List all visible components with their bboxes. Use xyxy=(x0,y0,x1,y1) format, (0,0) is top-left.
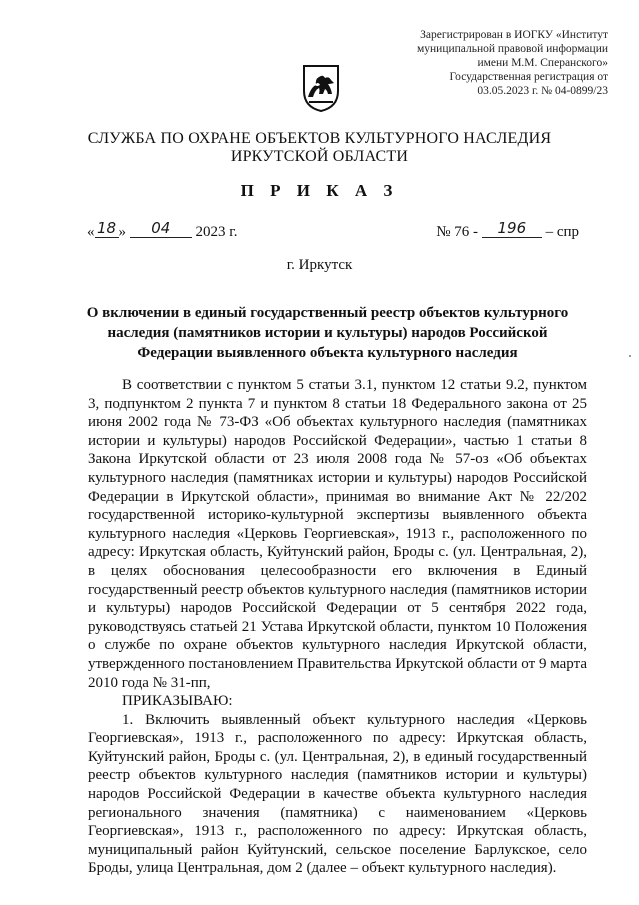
city: г. Иркутск xyxy=(286,257,353,273)
registration-line: 03.05.2023 г. № 04-0899/23 xyxy=(477,85,608,97)
organization-name xyxy=(0,130,639,166)
handwritten-month: 04 xyxy=(130,219,192,238)
order-year: 2023 г. xyxy=(195,224,238,240)
number-prefix: № 76 - xyxy=(436,224,479,240)
irkutsk-coat-of-arms-icon xyxy=(301,63,341,113)
order-date xyxy=(87,219,238,241)
quote-close: » xyxy=(118,224,126,240)
order-subject: О включении в единый государственный реестр объектов культурного наследия (памятников истории и культуры) народов Российской Федерации выявленного объекта культурного наследия xyxy=(86,305,569,361)
org-line: СЛУЖБА ПО ОХРАНЕ ОБЪЕКТОВ КУЛЬТУРНОГО НАСЛЕДИЯ xyxy=(87,130,552,147)
order-number xyxy=(436,219,579,241)
quote-open: « xyxy=(87,224,95,240)
handwritten-number: 196 xyxy=(482,219,542,238)
org-line: ИРКУТСКОЙ ОБЛАСТИ xyxy=(230,148,409,165)
scan-artifact xyxy=(629,355,631,357)
preamble-paragraph: В соответствии с пунктом 5 статьи 3.1, пунктом 12 статьи 9.2, пунктом 3, подпунктом 2 пункта 7 и пунктом 8 статьи 18 Федерального закона от 25 июня 2002 года № 73-ФЗ «Об объектах культурного наследия (памятниках истории и культуры) народов Российской Федерации», частью 1 статьи 8 Закона Иркутской области от 23 июля 2008 года № 57-оз «Об объектах культурного наследия (памятниках истории и культуры) народов Российской Федерации в Иркутской области», принимая во внимание Акт № 22/202 государственной историко-культурной экспертизы выявленного объекта культурного наследия «Церковь Георгиевская», 1913 г., расположенного по адресу: Иркутская область, Куйтунский район, Броды с. (ул. Центральная, 2), в целях обоснования целесообразности его включения в Единый государственный реестр объектов культурного наследия (памятников истории и культуры) народов Российской Федерации от 5 сентября 2022 года, руководствуясь статьей 21 Устава Иркутской области, пунктом 10 Положения о службе по охране объектов культурного наследия Иркутской области, утвержденного постановлением Правительства Иркутской области от 9 марта 2010 года № 31-пп, xyxy=(88,377,587,691)
order-word: ПРИКАЗЫВАЮ: xyxy=(122,693,233,710)
registration-line: Зарегистрирован в ИОГКУ «Институт xyxy=(420,29,608,41)
registration-line: Государственная регистрация от xyxy=(449,71,608,83)
registration-note xyxy=(368,28,608,98)
handwritten-day: 18 xyxy=(95,219,119,238)
registration-line: имени М.М. Сперанского» xyxy=(477,57,608,69)
date-number-row xyxy=(87,216,579,240)
number-suffix: – спр xyxy=(545,224,579,240)
document-type-title: П Р И К А З xyxy=(240,181,399,200)
registration-line: муниципальной правовой информации xyxy=(416,43,608,55)
order-item-1: 1. Включить выявленный объект культурного наследия «Церковь Георгиевская», 1913 г., расположенного по адресу: Иркутская область, Куйтунский район, Броды с. (ул. Центральная, 2), в единый государственный реестр объектов культурного наследия (памятников истории и культуры) народов Российской Федерации в качестве объекта культурного наследия регионального значения (памятника) с наименованием «Церковь Георгиевская», 1913 г., расположенного по адресу: Иркутская область, муниципальный район Куйтунский, сельское поселение Барлукское, село Броды, улица Центральная, дом 2 (далее – объект культурного наследия). xyxy=(88,711,587,877)
order-body xyxy=(88,376,587,878)
